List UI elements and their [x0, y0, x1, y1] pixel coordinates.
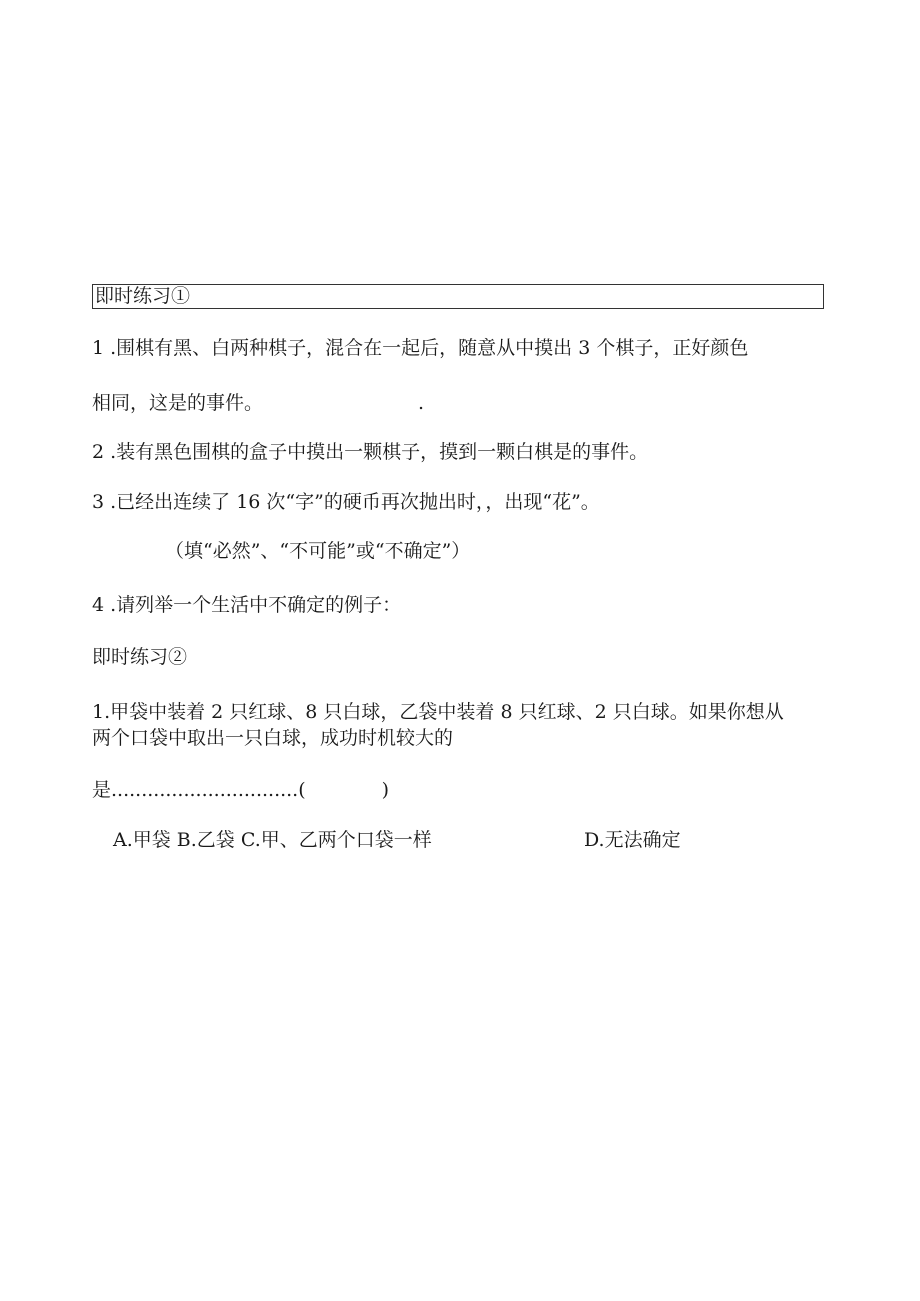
question-3: 3 .已经出连续了 16 次“字”的硬币再次抛出时，，出现“花”。 — [92, 491, 600, 513]
question-1-line-1: 1 .围棋有黑、白两种棋子，混合在一起后，随意从中摸出 3 个棋子，正好颜色 — [92, 337, 749, 359]
fill-hint: （填“必然”、“不可能”或“不确定”） — [165, 540, 471, 562]
section2-question-1-line-1: 1.甲袋中装着 2 只红球、8 只白球，乙袋中装着 8 只红球、2 只白球。如果你想从 — [92, 701, 784, 723]
question-1-line-2: 相同，这是的事件。 — [92, 392, 264, 414]
question-4: 4 .请列举一个生活中不确定的例子： — [92, 594, 402, 616]
question-2: 2 .装有黑色围棋的盒子中摸出一颗棋子，摸到一颗白棋是的事件。 — [92, 441, 649, 463]
options-abc: A.甲袋 B.乙袋 C.甲、乙两个口袋一样 — [113, 829, 432, 851]
section2-question-1-line-2: 两个口袋中取出一只白球，成功时机较大的 — [92, 727, 454, 749]
section1-title: 即时练习① — [95, 285, 191, 307]
section2-question-1-line-3: 是...............................( ) — [92, 779, 390, 801]
question-1-end-mark: . — [418, 392, 425, 414]
section1-title-box — [92, 284, 824, 309]
section2-title: 即时练习② — [92, 646, 188, 668]
option-d: D.无法确定 — [584, 829, 681, 851]
